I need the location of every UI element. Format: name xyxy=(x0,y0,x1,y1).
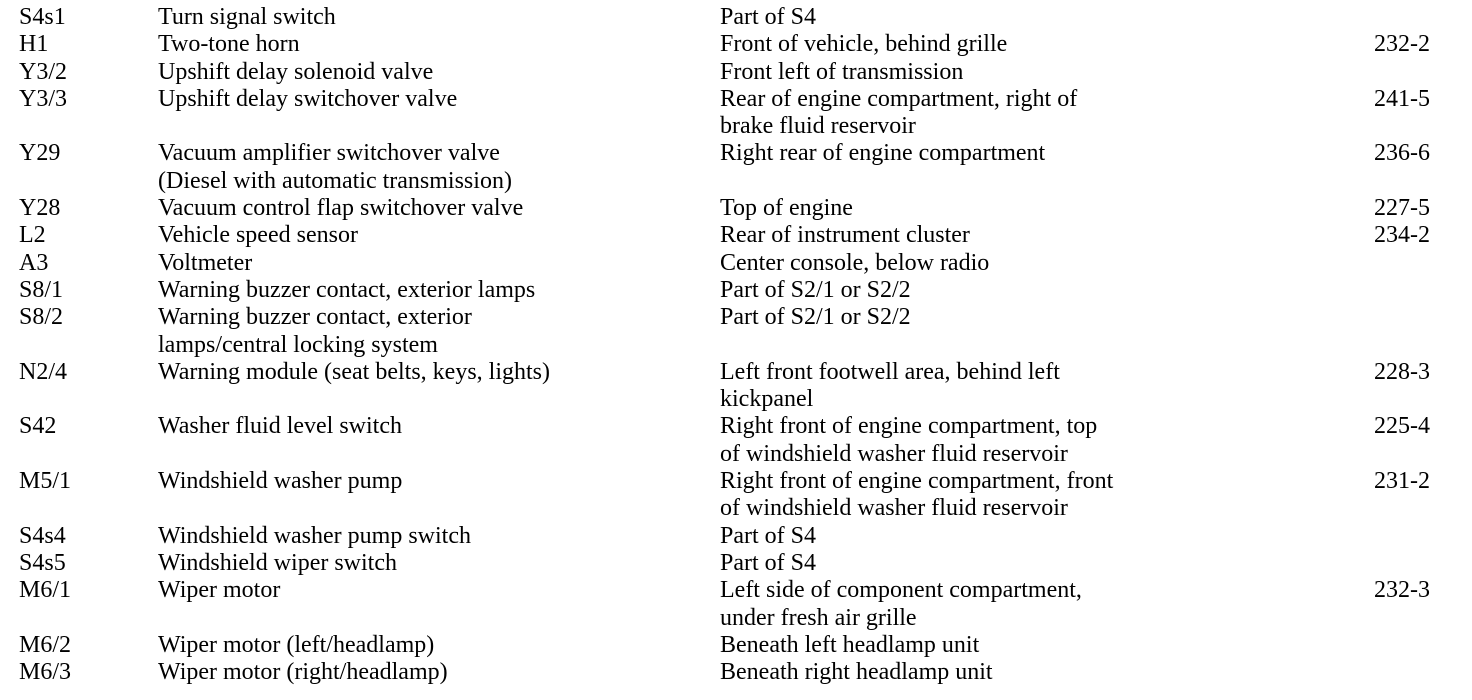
component-code: Y28 xyxy=(19,195,61,222)
component-name-line: Vehicle speed sensor xyxy=(158,222,358,249)
component-name xyxy=(158,632,434,659)
component-location xyxy=(720,577,1082,632)
component-location xyxy=(720,659,993,686)
component-name-line: lamps/central locking system xyxy=(158,331,438,358)
component-name xyxy=(158,250,252,277)
component-code: L2 xyxy=(19,222,46,249)
table-row xyxy=(0,577,1472,632)
component-location-line: Front of vehicle, behind grille xyxy=(720,31,1008,58)
table-row xyxy=(0,140,1472,195)
component-code: S4s4 xyxy=(19,522,66,549)
component-code: S4s5 xyxy=(19,549,66,576)
component-name xyxy=(158,4,336,31)
table-row xyxy=(0,222,1472,249)
diagram-reference: 225-4 xyxy=(1374,413,1430,440)
diagram-reference: 231-2 xyxy=(1374,468,1430,495)
component-code: M6/1 xyxy=(19,577,72,604)
component-code: M6/2 xyxy=(19,631,72,658)
table-row xyxy=(0,250,1472,277)
component-name xyxy=(158,577,280,604)
component-location xyxy=(720,304,911,331)
component-name xyxy=(158,140,512,195)
component-location xyxy=(720,359,1060,414)
component-name xyxy=(158,86,457,113)
component-name xyxy=(158,359,550,386)
component-name-line: Turn signal switch xyxy=(158,4,336,30)
component-location xyxy=(720,277,911,304)
component-name xyxy=(158,659,448,686)
component-location-line: Part of S2/1 or S2/2 xyxy=(720,304,911,331)
component-location-line: Part of S4 xyxy=(720,522,816,549)
table-row xyxy=(0,359,1472,414)
component-location-line: kickpanel xyxy=(720,386,814,413)
component-code: S4s1 xyxy=(19,4,66,30)
table-row xyxy=(0,31,1472,58)
table-row xyxy=(0,195,1472,222)
component-name xyxy=(158,277,535,304)
component-name xyxy=(158,523,471,550)
component-name xyxy=(158,413,402,440)
component-location-line: of windshield washer fluid reservoir xyxy=(720,495,1068,522)
table-row xyxy=(0,277,1472,304)
component-location-line: Front left of transmission xyxy=(720,58,964,85)
component-name xyxy=(158,222,358,249)
diagram-reference: 227-5 xyxy=(1374,195,1430,222)
component-location xyxy=(720,31,1007,58)
table-row xyxy=(0,4,1472,31)
component-location-line: Rear of engine compartment, right of xyxy=(720,85,1078,112)
component-location-line: Left side of component compartment, xyxy=(720,577,1082,604)
component-location-line: Right front of engine compartment, top xyxy=(720,413,1098,440)
diagram-reference: 232-2 xyxy=(1374,31,1430,58)
component-code: S8/2 xyxy=(19,304,64,331)
component-name-line: Vacuum amplifier switchover valve xyxy=(158,140,500,167)
component-name xyxy=(158,304,472,359)
component-location xyxy=(720,222,970,249)
component-name-line: Upshift delay solenoid valve xyxy=(158,58,434,85)
component-name xyxy=(158,468,402,495)
component-code: Y3/3 xyxy=(19,85,67,112)
component-code: H1 xyxy=(19,31,49,58)
diagram-reference: 241-5 xyxy=(1374,85,1430,112)
component-name-line: Windshield washer pump xyxy=(158,468,403,495)
component-name xyxy=(158,195,523,222)
component-location xyxy=(720,140,1045,167)
component-name-line: Vacuum control flap switchover valve xyxy=(158,195,524,222)
component-name-line: Warning buzzer contact, exterior lamps xyxy=(158,276,536,303)
component-location-line: Part of S2/1 or S2/2 xyxy=(720,276,911,303)
component-location-line: Beneath right headlamp unit xyxy=(720,659,993,686)
component-name xyxy=(158,59,433,86)
component-location xyxy=(720,86,1077,141)
component-location-line: Part of S4 xyxy=(720,549,816,576)
table-row xyxy=(0,550,1472,577)
diagram-reference: 232-3 xyxy=(1374,577,1430,604)
component-location-line: Right rear of engine compartment xyxy=(720,140,1046,167)
component-name-line: Wiper motor xyxy=(158,577,281,604)
table-row xyxy=(0,468,1472,523)
component-location-table xyxy=(0,4,1472,686)
component-location xyxy=(720,250,989,277)
component-location-line: brake fluid reservoir xyxy=(720,113,916,140)
component-location xyxy=(720,468,1113,523)
component-name-line: Warning module (seat belts, keys, lights) xyxy=(158,358,550,385)
component-name-line: Windshield washer pump switch xyxy=(158,522,471,549)
component-location xyxy=(720,523,816,550)
component-code: A3 xyxy=(19,249,49,276)
component-location xyxy=(720,550,816,577)
component-name-line: Washer fluid level switch xyxy=(158,413,402,440)
component-location-line: Part of S4 xyxy=(720,4,816,30)
table-row xyxy=(0,59,1472,86)
component-location xyxy=(720,59,963,86)
component-name-line: Voltmeter xyxy=(158,249,253,276)
component-location xyxy=(720,4,816,31)
component-location-line: Top of engine xyxy=(720,195,853,222)
component-location xyxy=(720,632,979,659)
component-location-line: Center console, below radio xyxy=(720,249,990,276)
component-location-line: under fresh air grille xyxy=(720,604,917,631)
component-code: M6/3 xyxy=(19,659,72,686)
component-name xyxy=(158,550,397,577)
table-row xyxy=(0,632,1472,659)
component-location-line: Beneath left headlamp unit xyxy=(720,631,980,658)
table-row xyxy=(0,523,1472,550)
component-code: N2/4 xyxy=(19,358,67,385)
component-name-line: Wiper motor (right/headlamp) xyxy=(158,659,448,686)
component-location-line: of windshield washer fluid reservoir xyxy=(720,440,1068,467)
component-name-line: Upshift delay switchover valve xyxy=(158,85,458,112)
table-row xyxy=(0,659,1472,686)
component-name xyxy=(158,31,300,58)
component-location-line: Right front of engine compartment, front xyxy=(720,468,1114,495)
diagram-reference: 236-6 xyxy=(1374,140,1430,167)
component-name-line: Wiper motor (left/headlamp) xyxy=(158,631,435,658)
table-row xyxy=(0,86,1472,141)
component-code: Y3/2 xyxy=(19,58,67,85)
component-code: M5/1 xyxy=(19,468,72,495)
component-location xyxy=(720,195,853,222)
component-name-line: Warning buzzer contact, exterior xyxy=(158,304,472,331)
component-location xyxy=(720,413,1097,468)
component-code: Y29 xyxy=(19,140,61,167)
table-row xyxy=(0,413,1472,468)
component-name-line: Windshield wiper switch xyxy=(158,549,397,576)
component-code: S8/1 xyxy=(19,276,64,303)
component-name-line: (Diesel with automatic transmission) xyxy=(158,167,512,194)
table-row xyxy=(0,304,1472,359)
component-location-line: Left front footwell area, behind left xyxy=(720,358,1060,385)
diagram-reference: 228-3 xyxy=(1374,358,1430,385)
diagram-reference: 234-2 xyxy=(1374,222,1430,249)
component-name-line: Two-tone horn xyxy=(158,31,300,58)
component-code: S42 xyxy=(19,413,57,440)
component-location-line: Rear of instrument cluster xyxy=(720,222,970,249)
